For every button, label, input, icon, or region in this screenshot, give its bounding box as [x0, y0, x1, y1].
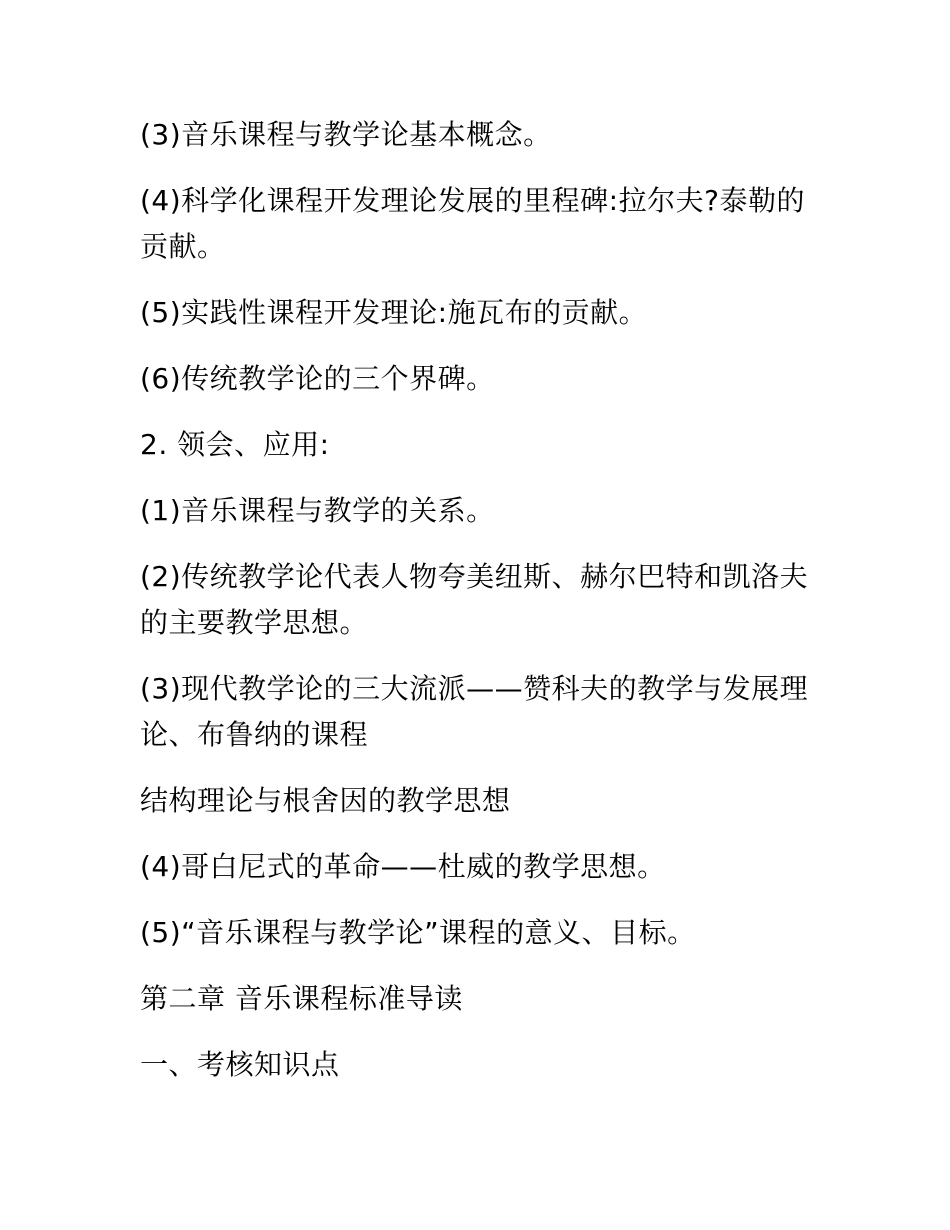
paragraph-three-milestones: (6)传统教学论的三个界碑。: [140, 362, 495, 395]
paragraph-modern-schools-continued: 结构理论与根舍因的教学思想: [140, 784, 511, 817]
section-heading-comprehension: 2. 领会、应用:: [140, 428, 330, 461]
paragraph-basic-concepts: (3)音乐课程与教学论基本概念。: [140, 118, 552, 151]
paragraph-traditional-figures: (2)传统教学论代表人物夸美纽斯、赫尔巴特和凯洛夫的主要教学思想。: [140, 560, 809, 639]
section-heading-knowledge-points: 一、考核知识点: [140, 1048, 340, 1081]
document-body: [140, 112, 820, 1108]
paragraph-tyler-contribution: (4)科学化课程开发理论发展的里程碑:拉尔夫?泰勒的贡献。: [140, 184, 805, 263]
paragraph-modern-schools: (3)现代教学论的三大流派——赞科夫的教学与发展理论、布鲁纳的课程: [140, 672, 809, 751]
paragraph-dewey: (4)哥白尼式的革命——杜威的教学思想。: [140, 850, 666, 883]
paragraph-curriculum-relation: (1)音乐课程与教学的关系。: [140, 494, 495, 527]
paragraph-course-meaning: (5)“音乐课程与教学论”课程的意义、目标。: [140, 916, 696, 949]
chapter-heading: 第二章 音乐课程标准导读: [140, 982, 463, 1015]
paragraph-schwab-contribution: (5)实践性课程开发理论:施瓦布的贡献。: [140, 296, 648, 329]
